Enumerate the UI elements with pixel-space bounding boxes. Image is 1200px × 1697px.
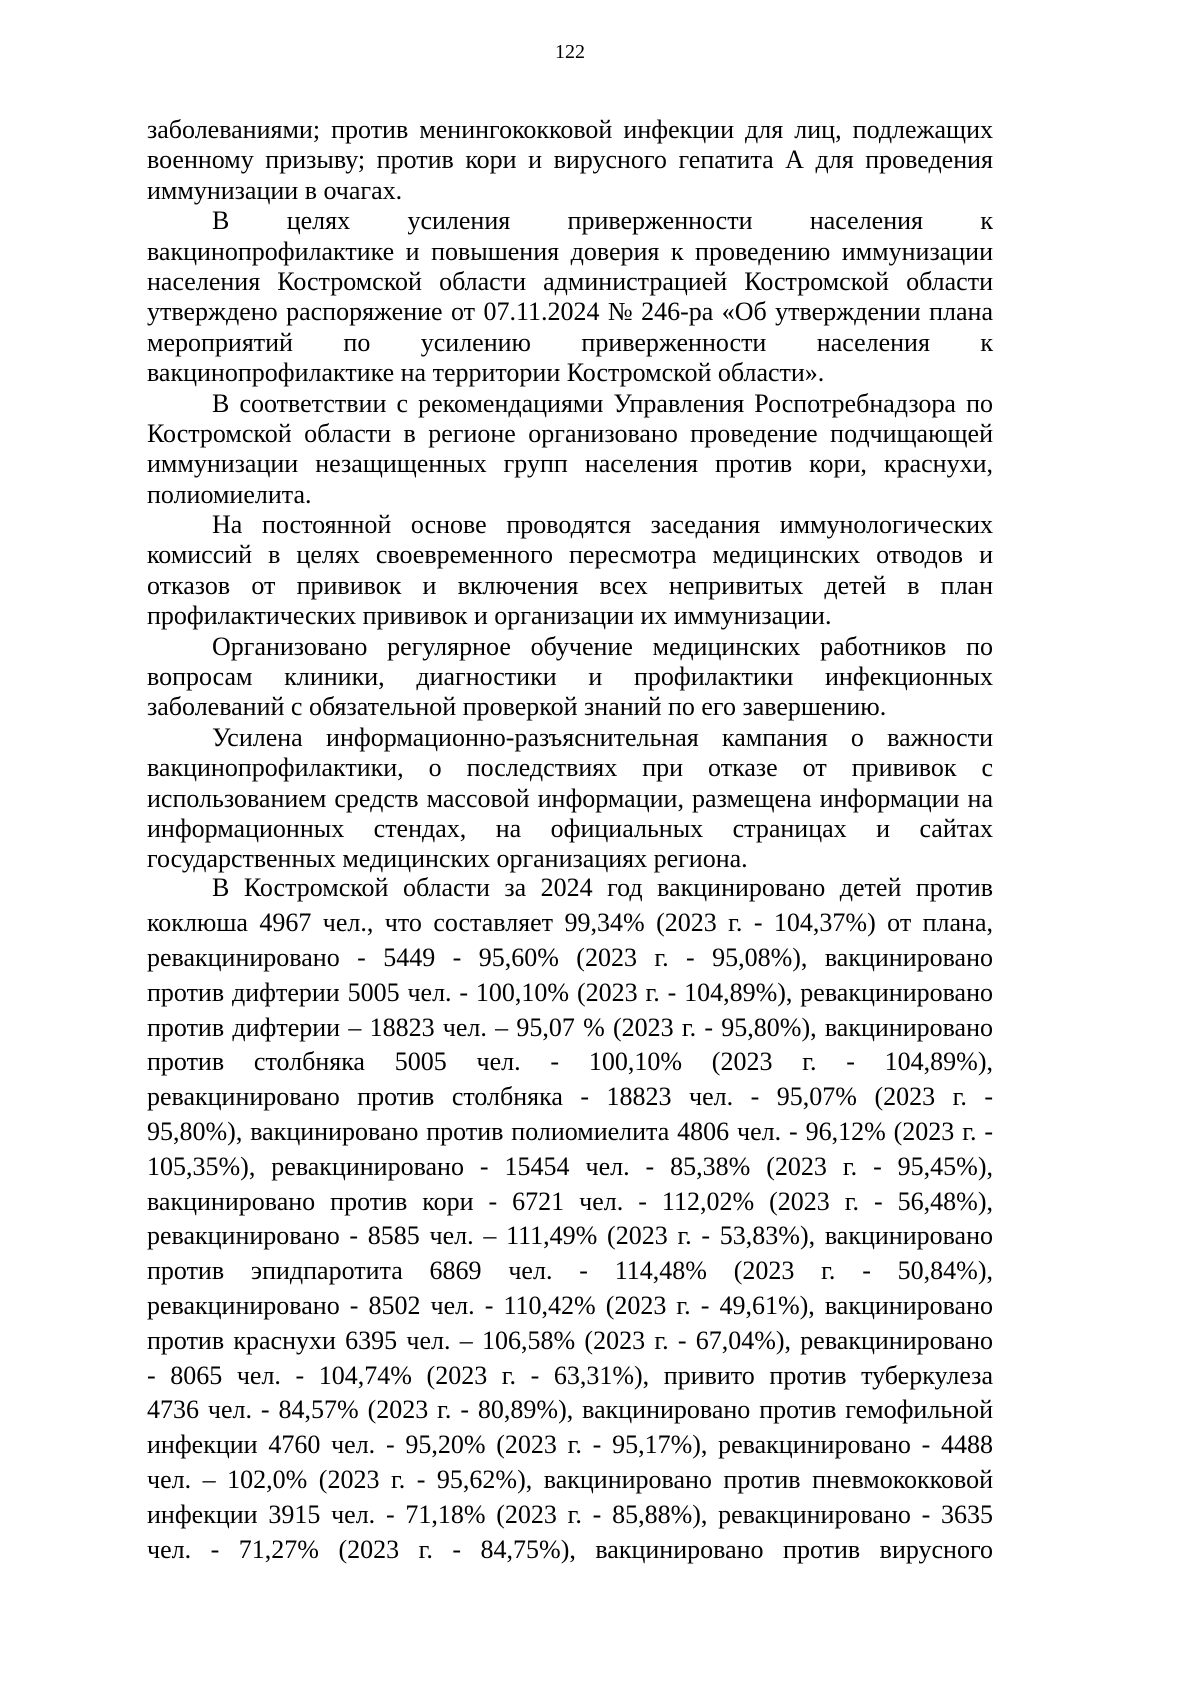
paragraph <box>147 723 993 875</box>
text-line: вакцинировано против кори - 6721 чел. - 112,02% (2023 г. - 56,48%), <box>147 1186 993 1216</box>
text-line: чел. – 102,0% (2023 г. - 95,62%), вакцинировано против пневмококковой <box>147 1464 993 1494</box>
text-line: ревакцинировано - 5449 - 95,60% (2023 г. - 95,08%), вакцинировано <box>147 942 993 972</box>
text-line: заболеваниями; против менингококковой инфекции для лиц, подлежащих <box>147 115 993 144</box>
text-line: мероприятий по усилению приверженности населения к <box>147 327 993 357</box>
text-line: В соответствии с рекомендациями Управления Роспотребнадзора по <box>212 388 993 418</box>
text-line: отказов от прививок и включения всех непривитых детей в план <box>147 570 993 600</box>
text-line: - 8065 чел. - 104,74% (2023 г. - 63,31%), привито против туберкулеза <box>147 1360 993 1390</box>
text-line: Усилена информационно-разъяснительная кампания о важности <box>212 722 993 752</box>
text-line: вакцинопрофилактике и повышения доверия к проведению иммунизации <box>147 236 993 266</box>
text-line: В Костромской области за 2024 год вакцинировано детей против <box>212 873 993 903</box>
text-line: иммунизации в очагах. <box>147 175 403 205</box>
text-line: против дифтерии 5005 чел. - 100,10% (2023 г. - 104,89%), ревакцинировано <box>147 977 993 1007</box>
text-line: Организовано регулярное обучение медицинских работников по <box>212 631 993 661</box>
body-text <box>147 115 993 1567</box>
text-line: использованием средств массовой информации, размещена информации на <box>147 783 993 813</box>
text-line: вакцинопрофилактике на территории Костромской области». <box>147 358 825 388</box>
paragraph <box>147 389 993 511</box>
text-line: ревакцинировано - 8585 чел. – 111,49% (2023 г. - 53,83%), вакцинировано <box>147 1221 993 1251</box>
text-line: против эпидпаротита 6869 чел. - 114,48% (2023 г. - 50,84%), <box>147 1256 993 1286</box>
text-line: утверждено распоряжение от 07.11.2024 № 246-ра «Об утверждении плана <box>147 297 993 327</box>
text-line: В целях усиления приверженности населения к <box>212 206 993 236</box>
text-line: вопросам клиники, диагностики и профилактики инфекционных <box>147 662 993 692</box>
text-line: чел. - 71,27% (2023 г. - 84,75%), вакцинировано против вирусного <box>147 1534 993 1564</box>
text-line: против краснухи 6395 чел. – 106,58% (2023 г. - 67,04%), ревакцинировано <box>147 1325 993 1355</box>
text-line: ревакцинировано против столбняка - 18823 чел. - 95,07% (2023 г. - <box>147 1082 993 1112</box>
text-line: инфекции 3915 чел. - 71,18% (2023 г. - 85,88%), ревакцинировано - 3635 <box>147 1499 993 1529</box>
text-line: заболеваний с обязательной проверкой знаний по его завершению. <box>147 692 887 722</box>
paragraph <box>147 206 993 388</box>
text-line: населения Костромской области администрацией Костромской области <box>147 266 993 296</box>
page-number: 122 <box>555 41 585 63</box>
text-line: инфекции 4760 чел. - 95,20% (2023 г. - 95,17%), ревакцинировано - 4488 <box>147 1430 993 1460</box>
text-line: ревакцинировано - 8502 чел. - 110,42% (2023 г. - 49,61%), вакцинировано <box>147 1290 993 1320</box>
text-line: информационных стендах, на официальных страницах и сайтах <box>147 813 993 843</box>
text-line: иммунизации незащищенных групп населения против кори, краснухи, <box>147 449 993 479</box>
text-line: профилактических прививок и организации их иммунизации. <box>147 601 832 631</box>
text-line: военному призыву; против кори и вирусного гепатита А для проведения <box>147 145 993 175</box>
text-line: комиссий в целях своевременного пересмотра медицинских отводов и <box>147 540 993 570</box>
paragraph <box>147 115 993 206</box>
text-line: 95,80%), вакцинировано против полиомиелита 4806 чел. - 96,12% (2023 г. - <box>147 1116 993 1146</box>
text-line: коклюша 4967 чел., что составляет 99,34% (2023 г. - 104,37%) от плана, <box>147 908 993 938</box>
text-line: 4736 чел. - 84,57% (2023 г. - 80,89%), вакцинировано против гемофильной <box>147 1395 993 1425</box>
text-line: вакцинопрофилактики, о последствиях при отказе от прививок с <box>147 753 993 783</box>
text-line: На постоянной основе проводятся заседания иммунологических <box>212 510 993 540</box>
paragraph <box>147 871 993 1567</box>
text-line: Костромской области в регионе организовано проведение подчищающей <box>147 418 993 448</box>
text-line: против столбняка 5005 чел. - 100,10% (2023 г. - 104,89%), <box>147 1047 993 1077</box>
text-line: 105,35%), ревакцинировано - 15454 чел. - 85,38% (2023 г. - 95,45%), <box>147 1151 993 1181</box>
text-line: против дифтерии – 18823 чел. – 95,07 % (2023 г. - 95,80%), вакцинировано <box>147 1012 993 1042</box>
text-line: полиомиелита. <box>147 479 312 509</box>
paragraph <box>147 510 993 632</box>
text-line: государственных медицинских организациях региона. <box>147 844 748 874</box>
paragraph <box>147 632 993 723</box>
